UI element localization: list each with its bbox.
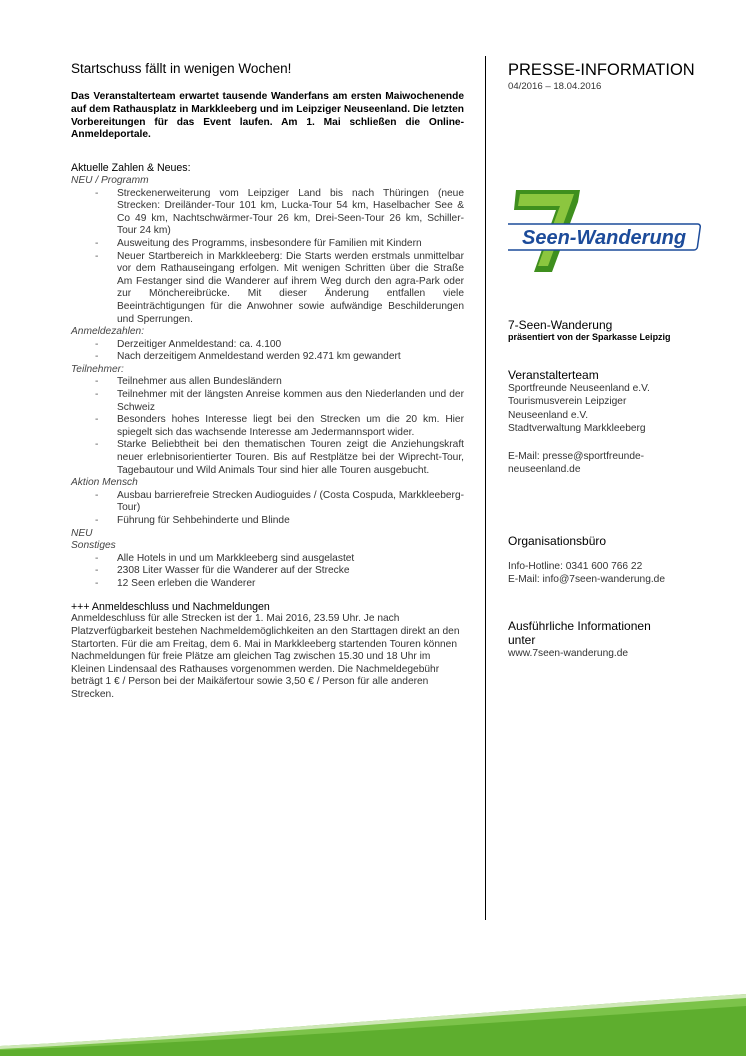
list-item: - Teilnehmer mit der längsten Anreise kommen aus den Niederlanden und der Schweiz <box>117 389 464 414</box>
list-item: - Alle Hotels in und um Markkleeberg sind ausgelastet <box>117 553 464 566</box>
category-neu: NEU <box>71 527 93 539</box>
presse-title: PRESSE-INFORMATION <box>508 61 695 79</box>
list-item: - Ausweitung des Programms, insbesondere für Familien mit Kindern <box>117 238 464 251</box>
teilnehmer-list <box>71 376 464 477</box>
nachmeldung-title: +++ Anmeldeschluss und Nachmeldungen <box>71 600 270 613</box>
list-item: - Neuer Startbereich in Markkleeberg: Die Starts werden erstmals unmittelbar vor dem Rathauseingang erfolgen. Mit wenigen Schritten über die Straße Am Festanger sind die Wanderer auf ihrem Weg durch den agra-Park oder zur Mönchereibrücke. Mit dieser Änderung entfallen viele Beeinträchtigungen für die Anwohner sowie aufwändige Beschilderungen und Sperrungen. <box>117 251 464 327</box>
category-programm: NEU / Programm <box>71 174 149 186</box>
veranstalter-block <box>508 368 728 476</box>
category-teilnehmer: Teilnehmer: <box>71 363 124 375</box>
anmeldezahlen-list <box>71 339 464 364</box>
org-subtitle: präsentiert von der Sparkasse Leipzig <box>508 332 671 342</box>
list-item: - Derzeitiger Anmeldestand: ca. 4.100 <box>117 339 464 352</box>
sidebar <box>508 60 728 659</box>
nachmeldung-text: Anmeldeschluss für alle Strecken ist der 1. Mai 2016, 23.59 Uhr. Je nach Platzverfügbarkeit bestehen Nachmeldemöglichkeiten an den Starttagen direkt an den Startorten. Für die am Freitag, dem 6. Mai in Markkleeberg startenden Touren können Nachmeldungen für freie Plätze am gleichen Tag zwischen 15.30 und 18 Uhr im Kleinen Lindensaal des Rathauses vorgenommen werden. Die Nachmeldegebühr beträgt 1 € / Person bei der Maikäfertour sowie 3,50 € / Person für alle anderen Strecken. <box>71 613 460 700</box>
veranstalter-line: Tourismusverein Leipziger <box>508 396 627 408</box>
logo-text: Seen-Wanderung <box>522 227 687 249</box>
hotline: Info-Hotline: 0341 600 766 22 <box>508 561 643 572</box>
info-url[interactable]: www.7seen-wanderung.de <box>508 648 629 659</box>
info-title: Ausführliche Informationen <box>508 619 651 633</box>
buero-block <box>508 534 728 587</box>
veranstalter-line: Stadtverwaltung Markkleeberg <box>508 423 646 435</box>
info-title-cont: unter <box>508 633 536 647</box>
veranstalter-line: Neuseenland e.V. <box>508 409 589 421</box>
category-anmeldezahlen: Anmeldezahlen: <box>71 326 145 338</box>
list-item: - Nach derzeitigem Anmeldestand werden 92.471 km gewandert <box>117 351 464 364</box>
section-title: Aktuelle Zahlen & Neues: <box>71 162 191 175</box>
lead-paragraph: Das Veranstalterteam erwartet tausende Wanderfans am ersten Maiwochenende auf dem Rathausplatz in Markkleeberg und im Leipziger Neuseenland. Die letzten Vorbereitungen für das Event laufen. Am 1. Mai schließen die Online-Anmeldeportale. <box>71 91 464 141</box>
org-block <box>508 318 728 343</box>
buero-email[interactable]: E-Mail: info@7seen-wanderung.de <box>508 574 666 586</box>
veranstalter-line: Sportfreunde Neuseenland e.V. <box>508 383 650 394</box>
seen-wanderung-logo <box>508 186 708 278</box>
press-release-body <box>71 60 464 702</box>
category-aktion-mensch: Aktion Mensch <box>71 477 138 489</box>
buero-title: Organisationsbüro <box>508 534 607 548</box>
category-sonstiges: Sonstiges <box>71 540 116 552</box>
list-item: - 2308 Liter Wasser für die Wanderer auf der Strecke <box>117 565 464 578</box>
list-item: - Ausbau barrierefreie Strecken Audioguides / (Costa Cospuda, Markkleeberg-Tour) <box>117 490 464 515</box>
veranstalter-title: Veranstalterteam <box>508 368 599 382</box>
list-item: - Teilnehmer aus allen Bundesländern <box>117 376 464 389</box>
list-item: - Führung für Sehbehinderte und Blinde <box>117 515 464 528</box>
list-item: - 12 Seen erleben die Wanderer <box>117 578 464 591</box>
sonstiges-list <box>71 553 464 591</box>
list-item: - Streckenerweiterung vom Leipziger Land bis nach Thüringen (neue Strecken: Dreiländer-Tour 101 km, Lucka-Tour 54 km, Haselbacher See & Co 49 km, Nachtschwärmer-Tour 26 km, Drei-Seen-Tour 26 km, Schiller-Tour 24 km) <box>117 188 464 238</box>
headline: Startschuss fällt in wenigen Wochen! <box>71 61 292 76</box>
programm-list <box>71 188 464 327</box>
presse-date: 04/2016 – 18.04.2016 <box>508 81 602 92</box>
veranstalter-email[interactable]: E-Mail: presse@sportfreunde- <box>508 450 645 462</box>
column-divider <box>485 56 486 920</box>
list-item: - Besonders hohes Interesse liegt bei den Strecken um die 20 km. Hier spiegelt sich das wachsende Interesse am Jedermannsport wider. <box>117 414 464 439</box>
list-item: - Starke Beliebtheit bei den thematischen Touren zeigt die Anziehungskraft neuer erlebnisorientierter Touren. Bis auf Restplätze bei der Wiprecht-Tour, Tagebautour und Wild Animals Tour sind hier alle Touren ausgebucht. <box>117 439 464 477</box>
aktion-list <box>71 490 464 528</box>
green-wave-footer <box>0 976 746 1056</box>
org-title: 7-Seen-Wanderung <box>508 318 613 332</box>
veranstalter-email-cont[interactable]: neuseenland.de <box>508 464 581 476</box>
info-block <box>508 619 728 660</box>
